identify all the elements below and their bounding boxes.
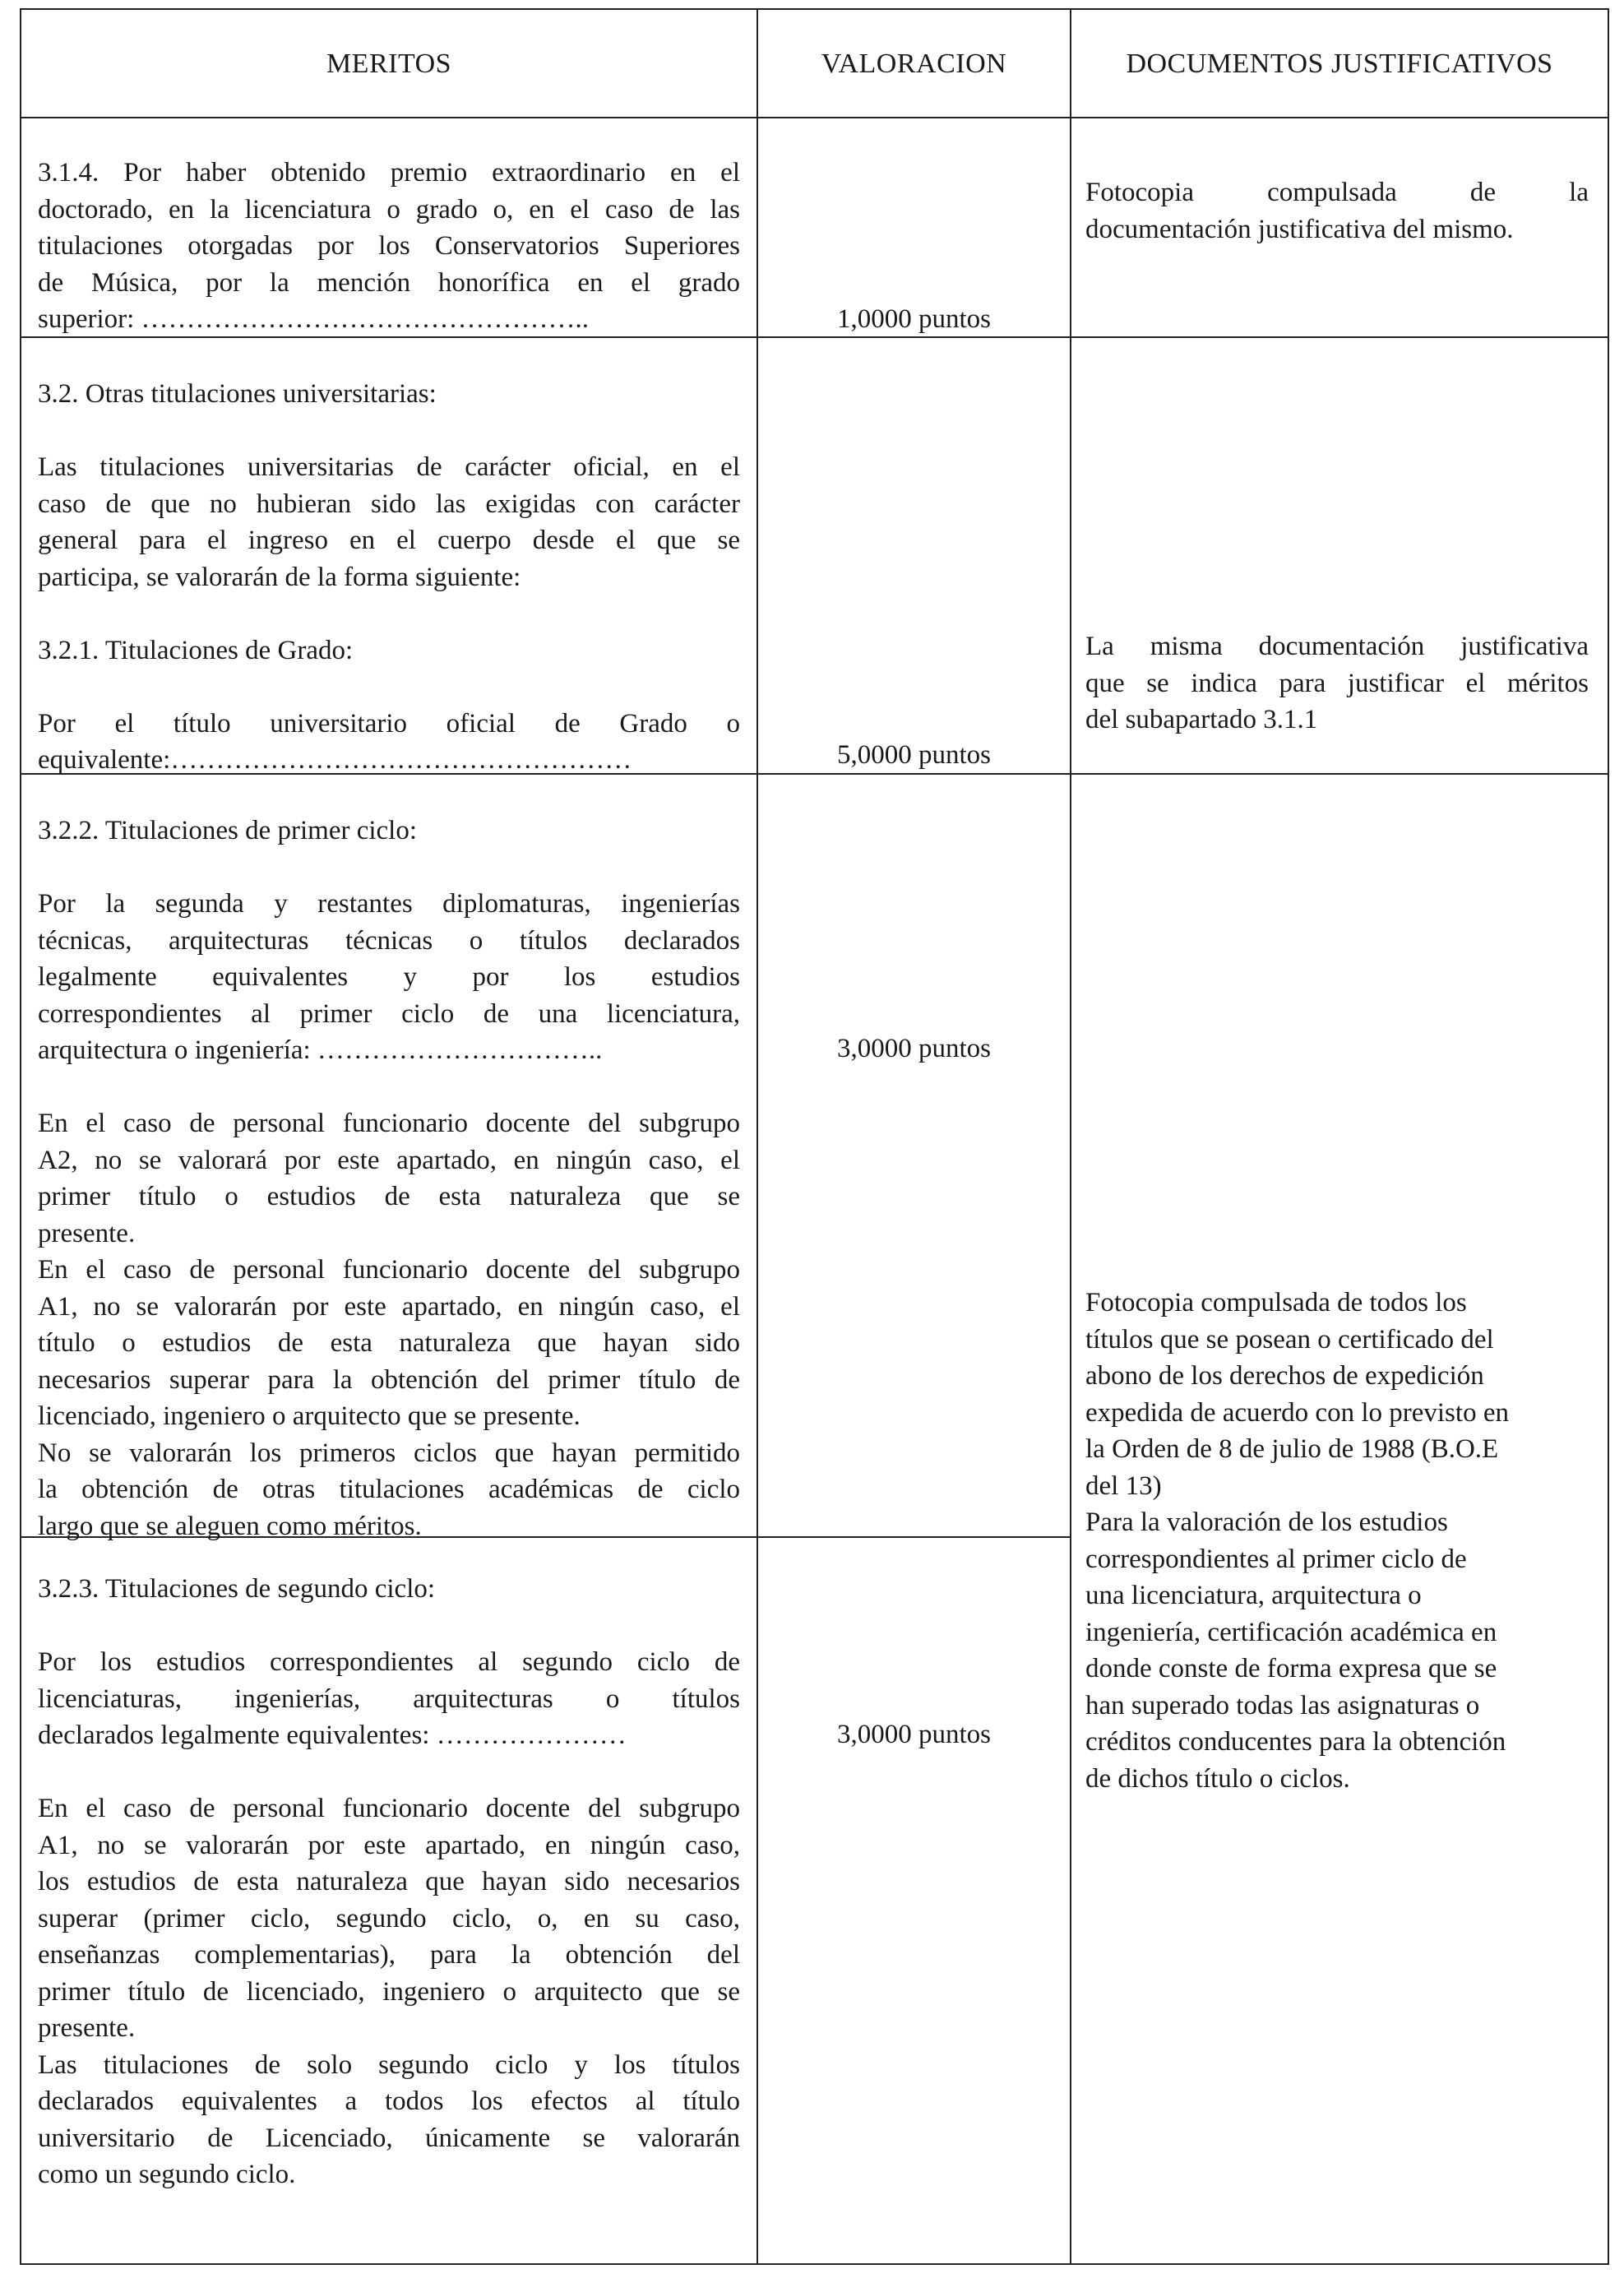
table-border-left — [20, 8, 21, 2265]
section-title-3-2-1: 3.2.1. Titulaciones de Grado: — [38, 635, 354, 665]
points-3-1-4: 1,0000 puntos — [836, 304, 991, 334]
points-3-2-1: 5,0000 puntos — [836, 740, 991, 770]
merit-3-2-text: 3.2. Otras titulaciones universitarias: Las titulaciones universitarias de carácter oficial, en el caso de que no hubieran sido las exigidas con carácter general para el ingreso en el cuerpo desde el que se participa, se valorarán de la forma siguiente: 3.2.1. Titulaciones de Grado: Por el título universitario oficial de Grado o equivalente:…………………………………………… — [38, 376, 740, 779]
table-border-right — [1608, 8, 1609, 2265]
section-title-3-2-3: 3.2.3. Titulaciones de segundo ciclo: — [38, 1574, 436, 1604]
table-border-bottom — [20, 2263, 1609, 2265]
section-title-3-2: 3.2. Otras titulaciones universitarias: — [38, 379, 437, 409]
column-divider — [756, 8, 758, 2265]
merit-3-2-3-text: 3.2.3. Titulaciones de segundo ciclo: Por los estudios correspondientes al segundo ciclo de licenciaturas, ingenierías, arquitecturas o títulos declarados legalmente equivalentes: ………………… En el caso de personal funcionario docente del subgrupo A1, no se valorarán por este apartado, en ningún caso, los estudios de esta naturaleza que hayan sido necesarios superar (primer ciclo, segundo ciclo, o, en su caso, enseñanzas complementarias), para la obtención del primer título de licenciado, ingeniero o arquitecto que se presente. Las titulaciones de solo segundo ciclo y los títulos declarados equivalentes a todos los efectos al título universitario de Licenciado, únicamente se valorarán como un segundo ciclo. — [38, 1571, 740, 2193]
table-border-top — [20, 8, 1609, 10]
merit-3-1-4-text: 3.1.4. Por haber obtenido premio extraordinario en el doctorado, en la licenciatura o grado o, en el caso de las titulaciones otorgadas por los Conservatorios Superiores de Música, por la mención honorífica en el grado superior: ………………………………………….. — [38, 158, 740, 334]
points-3-2-2: 3,0000 puntos — [836, 1034, 991, 1063]
column-divider — [1070, 8, 1071, 2265]
doc-3-1-4: Fotocopia compulsada de la documentación justificativa del mismo. — [1085, 178, 1589, 244]
header-divider — [20, 117, 1609, 118]
header-meritos: MERITOS — [326, 49, 452, 79]
merit-3-2-2-text: 3.2.2. Titulaciones de primer ciclo: Por la segunda y restantes diplomaturas, ingenierías técnicas, arquitecturas técnicas o títulos declarados legalmente equivalentes y por los estudios correspondientes al primer ciclo de una licenciatura, arquitectura o ingeniería: ………………………….. En el caso de personal funcionario docente del subgrupo A2, no se valorará por este apartado, en ningún caso, el primer título o estudios de esta naturaleza que se presente. En el caso de personal funcionario docente del subgrupo A1, no se valorarán por este apartado, en ningún caso, el título o estudios de esta naturaleza que hayan sido necesarios superar para la obtención del primer título de licenciado, ingeniero o arquitecto que se presente. No se valorarán los primeros ciclos que hayan permitido la obtención de otras titulaciones académicas de ciclo largo que se aleguen como méritos. — [38, 813, 740, 1544]
header-documentos: DOCUMENTOS JUSTIFICATIVOS — [1126, 49, 1553, 79]
header-valoracion: VALORACION — [821, 49, 1007, 79]
doc-3-2-2-3-2-3: Fotocopia compulsada de todos los títulos que se posean o certificado del abono de los derechos de expedición expedida de acuerdo con lo previsto en la Orden de 8 de julio de 1988 (B.O.E del 13) Para la valoración de los estudios correspondientes al primer ciclo de una licenciatura, arquitectura o ingeniería, certificación académica en donde conste de forma expresa que se han superado todas las asignaturas o créditos conducentes para la obtención de dichos título o ciclos. — [1085, 1288, 1509, 1794]
points-3-2-3: 3,0000 puntos — [836, 1720, 991, 1749]
doc-3-2-1: La misma documentación justificativa que se indica para justificar el méritos del subapartado 3.1.1 — [1085, 632, 1589, 734]
section-title-3-2-2: 3.2.2. Titulaciones de primer ciclo: — [38, 816, 418, 845]
